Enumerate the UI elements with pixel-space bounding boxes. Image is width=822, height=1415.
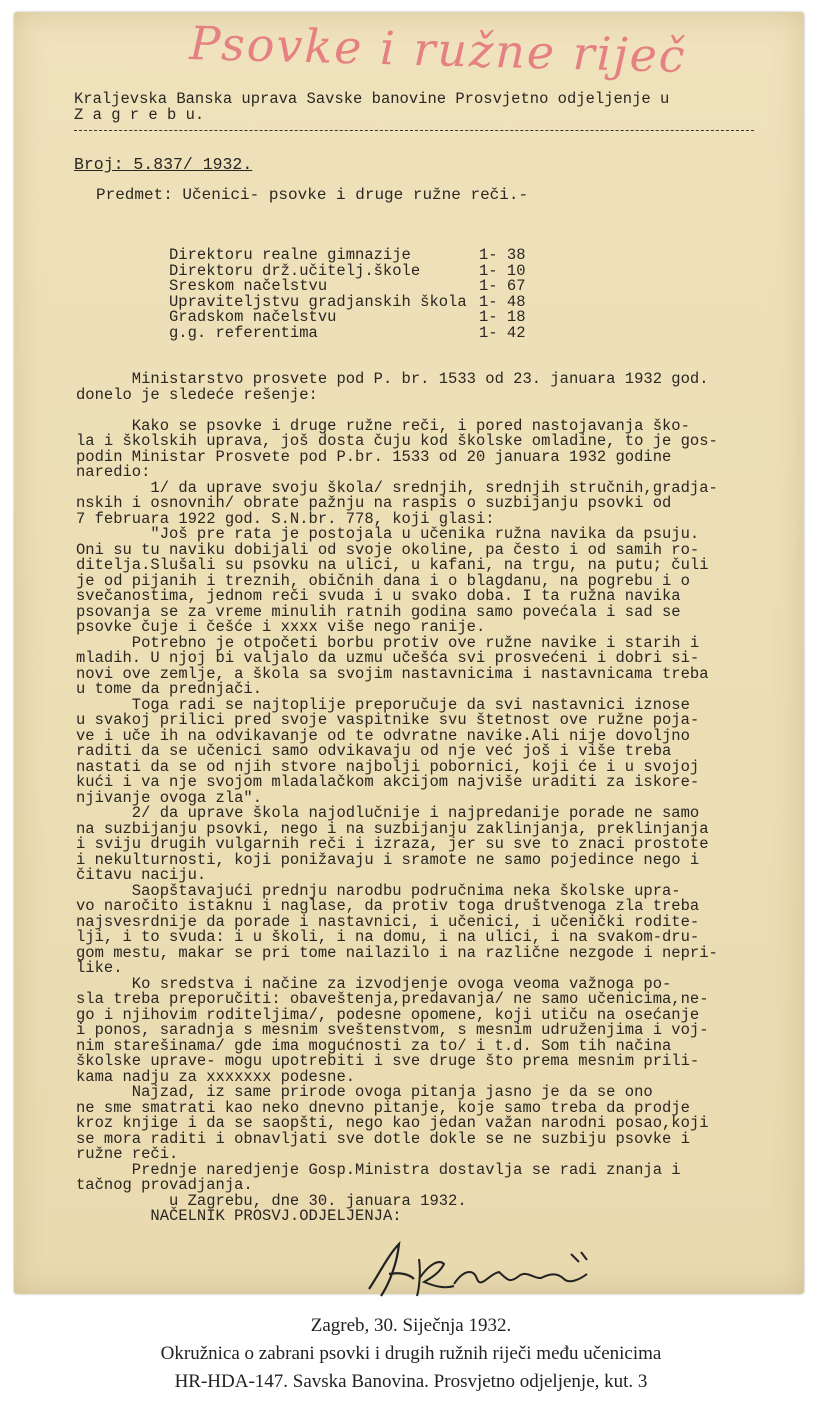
body-line: psovanja se za vreme minulih ratnih godina samo povećala i sad se: [76, 602, 681, 621]
body-line: u Zagrebu, dne 30. januara 1932.: [76, 1191, 467, 1210]
recipient-row: [169, 323, 589, 342]
body-line: tačnog provadjanja.: [76, 1176, 253, 1194]
body-line: Saopštavajući prednju narodbu područnima neka školske upra-: [76, 881, 681, 900]
document-number: Broj: 5.837/ 1932.: [74, 155, 253, 174]
body-line: kama nadju za xxxxxxx podesne.: [76, 1067, 356, 1086]
body-line: Prednje naredjenje Gosp.Ministra dostavlja se radi znanja i: [76, 1160, 681, 1179]
body-line: naredio:: [76, 463, 151, 481]
body-line: Toga radi se najtoplije preporučuje da svi nastavnici iznose: [76, 695, 690, 714]
body-line: "Još pre rata je postojala u učenika ružna navika da psuju.: [76, 525, 700, 543]
header-line-2: Z a g r e b u.: [74, 106, 205, 124]
body-line: donelo je sledeće rešenje:: [76, 385, 318, 404]
header-divider: [74, 130, 754, 131]
caption: [0, 1312, 822, 1396]
handwritten-title: Psovke i ružne riječ: [188, 16, 688, 84]
body-line: nastati da se od njih stvore najbolji pobornici, koji će i u svojoj: [76, 757, 700, 776]
body-line: kroz knjige i da se saopšti, nego kao jedan važan narodni posao,koji: [76, 1114, 709, 1132]
body-line: nim starešinama/ gde ima mogućnosti za to/ i t.d. Som tih načina: [76, 1036, 672, 1055]
caption-line-1: Zagreb, 30. Siječnja 1932.: [310, 1315, 512, 1336]
body-line: sla treba preporučiti: obaveštenja,predavanja/ ne samo učenicima,ne-: [76, 990, 709, 1008]
body-line: kući i va nje svojom mladalačkom akcijom najviše uraditi za iskore-: [76, 773, 700, 791]
body-line: i sviju drugih vulgarnih reči i izraza, jer su sve to znaci prostote: [76, 835, 709, 853]
body-line: Kako se psovke i druge ružne reči, i pored nastojavanja ško-: [76, 416, 690, 435]
body-line: svečanostima, jednom reči svuda i u svako doba. I ta ružna navika: [76, 587, 681, 605]
body-line: psovke čuje i češće i xxxx više nego ranije.: [76, 618, 486, 636]
body-text: [76, 372, 796, 1225]
body-line: Najzad, iz same prirode ovoga pitanja jasno je da se ono: [76, 1083, 653, 1101]
recipient-name: Gradskom načelstvu: [169, 308, 337, 326]
subject-line: Predmet: Učenici- psovke i druge ružne reči.-: [96, 186, 529, 204]
body-line: ditelja.Slušali su psovku na ulici, u kafani, na trgu, na putu; čuli: [76, 556, 709, 574]
body-line: Ko sredstva i načine za izvodjenje ovoga veoma važnoga po-: [76, 974, 672, 993]
header-line-1: Kraljevska Banska uprava Savske banovine Prosvjetno odjeljenje u: [74, 90, 670, 108]
body-line: najsvesrdnije da porade i nastavnici, i učenici, i učenički rodite-: [76, 912, 700, 931]
recipient-count: 1- 10: [479, 261, 526, 280]
recipient-name: Sreskom načelstvu: [169, 277, 328, 295]
body-line: Oni su tu naviku dobijali od svoje okoline, pa često i od samih ro-: [76, 540, 700, 559]
body-line: 2/ da uprave škola najodlučnije i najpredanije porade ne samo: [76, 804, 700, 822]
recipient-name: Upraviteljstvu gradjanskih škola: [169, 292, 467, 311]
body-line: raditi da se učenici samo odvikavaju od nje već još i više treba: [76, 742, 672, 760]
recipient-count: 1- 67: [479, 277, 526, 295]
recipient-name: Direktoru realne gimnazije: [169, 246, 411, 264]
caption-line-2: Okružnica o zabrani psovki i drugih ružnih riječi među učenicima: [160, 1343, 662, 1364]
body-line: 7 februara 1922 god. S.N.br. 778, koji glasi:: [76, 509, 495, 528]
body-line: vo naročito istaknu i naglase, da protiv toga društvenoga zla treba: [76, 897, 700, 915]
body-line: gom mestu, makar se pri tome nailazilo i na različne nezgode i nepri-: [76, 943, 718, 962]
body-line: u tome da prednjači.: [76, 680, 263, 698]
document-paper: [14, 12, 804, 1294]
recipient-count: 1- 48: [479, 292, 526, 311]
body-line: Ministarstvo prosvete pod P. br. 1533 od 23. januara 1932 god.: [76, 370, 709, 388]
recipient-count: 1- 38: [479, 246, 526, 264]
body-line: ružne reči.: [76, 1145, 179, 1163]
body-line: go i njihovim roditeljima/, podesne opomene, koji utiču na osećanje: [76, 1005, 700, 1024]
body-line: la i školskih uprava, još dosta čuju kod školske omladine, to je gos-: [76, 432, 718, 450]
body-line: školske uprave- mogu upotrebiti i sve druge što prema mesnim prili-: [76, 1052, 700, 1070]
body-line: podin Ministar Prosvete pod P.br. 1533 od 20 januara 1932 godine: [76, 447, 672, 466]
recipient-name: Direktoru drž.učitelj.škole: [169, 261, 421, 280]
body-line: u svakoj prilici pred svoje vaspitnike svu štetnost ove ružne poja-: [76, 711, 700, 729]
body-line: se mora raditi i obnavljati sve dotle dokle se ne suzbiju psovke i: [76, 1129, 690, 1148]
body-line: like.: [76, 959, 123, 977]
signature: [359, 1234, 609, 1304]
body-line: na suzbijanju psovki, nego i na suzbijanju zaklinjanja, preklinjanja: [76, 819, 709, 838]
body-line: čitavu naciju.: [76, 866, 207, 884]
recipient-count: 1- 42: [479, 323, 526, 342]
caption-line-3: HR-HDA-147. Savska Banovina. Prosvjetno odjeljenje, kut. 3: [174, 1371, 648, 1392]
recipients-list: [169, 248, 589, 341]
body-line: i ponos, saradnja s mesnim sveštenstvom, s mesnim udruženjima i voj-: [76, 1021, 709, 1039]
body-line: je od pijanih i treznih, običnih dana i o blagdanu, na pogrebu i o: [76, 571, 690, 590]
body-line: lji, i to svuda: i u školi, i na domu, i na ulici, i na svakom-dru-: [76, 928, 700, 946]
body-line: i nekulturnosti, koji ponižavaju i sramote ne samo pojedince nego i: [76, 850, 700, 869]
body-line: NAČELNIK PROSVJ.ODJELJENJA:: [76, 1207, 402, 1225]
body-line: nskih i osnovnih/ obrate pažnju na raspis o suzbijanju psovki od: [76, 494, 672, 512]
body-line: njivanje ovoga zla".: [76, 788, 263, 807]
body-line: mladih. U njoj bi valjalo da uzmu učešća svi prosvećeni i dobri si-: [76, 649, 700, 667]
body-line: ne sme smatrati kao neko dnevno pitanje, koje samo treba da prodje: [76, 1098, 690, 1117]
body-line: Potrebno je otpočeti borbu protiv ove ružne navike i starih i: [76, 633, 700, 652]
body-line: novi ove zemlje, a škola sa svojim nastavnicima i nastavnicama treba: [76, 664, 709, 683]
recipient-count: 1- 18: [479, 308, 526, 326]
body-line: 1/ da uprave svoju škola/ srednjih, srednjih stručnih,gradja-: [76, 478, 718, 497]
body-line: ve i uče ih na odvikavanje od te odvratne navike.Ali nije dovoljno: [76, 726, 690, 745]
recipient-name: g.g. referentima: [169, 323, 318, 342]
